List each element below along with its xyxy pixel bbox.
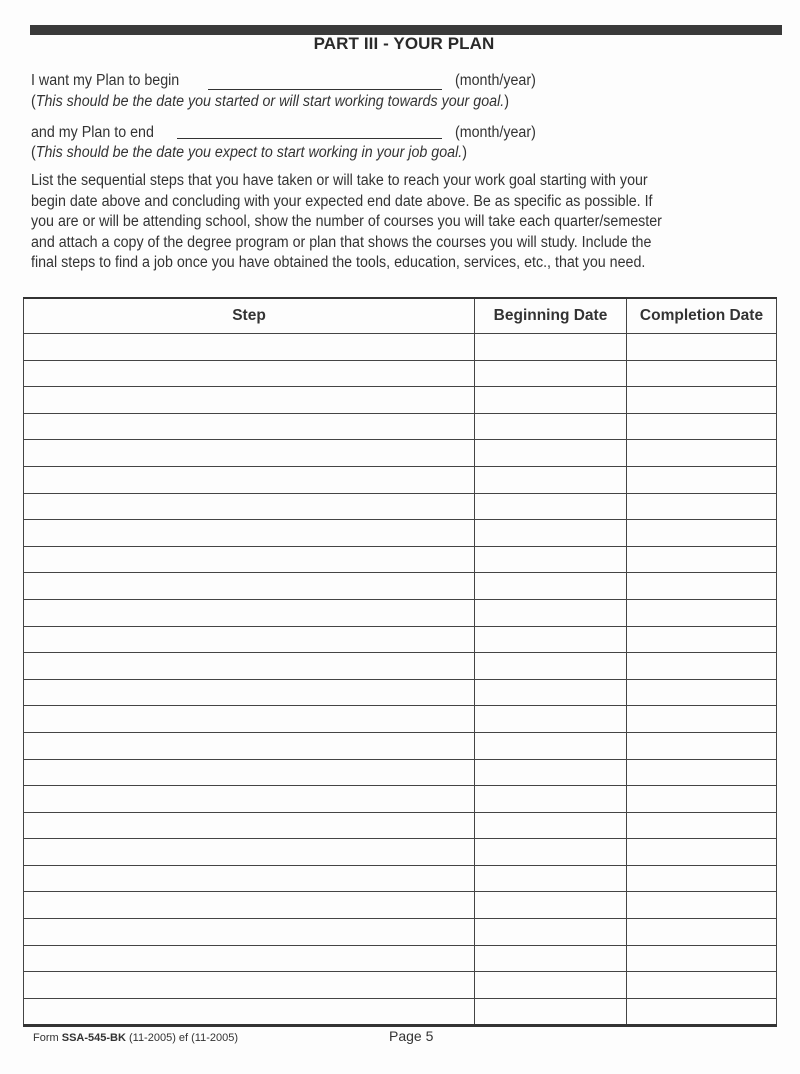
beginning-date-cell[interactable] [475,440,627,467]
beginning-date-cell[interactable] [475,786,627,813]
completion-date-cell[interactable] [627,892,777,919]
table-row [24,334,777,361]
plan-begin-note [31,93,509,111]
step-cell[interactable] [24,360,475,387]
paren-close: ) [504,93,509,110]
beginning-date-cell[interactable] [475,599,627,626]
page-number: Page 5 [389,1028,434,1044]
form-prefix: Form [33,1032,62,1044]
completion-date-cell[interactable] [627,334,777,361]
step-cell[interactable] [24,706,475,733]
plan-end-field[interactable] [177,138,442,139]
completion-date-cell[interactable] [627,440,777,467]
paren-open: ( [31,144,36,161]
instructions-line: begin date above and concluding with your expected end date above. Be as specific as possible. If [31,192,653,210]
plan-end-note-text: This should be the date you expect to start working in your job goal. [35,144,463,161]
table-row [24,706,777,733]
table-header-row [24,298,777,334]
column-header-step: Step [24,298,475,334]
table-row [24,892,777,919]
beginning-date-cell[interactable] [475,466,627,493]
step-cell[interactable] [24,599,475,626]
step-cell[interactable] [24,387,475,414]
plan-begin-unit: (month/year) [455,72,536,89]
completion-date-cell[interactable] [627,387,777,414]
step-cell[interactable] [24,972,475,999]
plan-begin-field[interactable] [208,89,442,90]
step-cell[interactable] [24,440,475,467]
completion-date-cell[interactable] [627,839,777,866]
form-revision: (11-2005) ef (11-2005) [125,1032,239,1044]
step-cell[interactable] [24,626,475,653]
beginning-date-cell[interactable] [475,387,627,414]
completion-date-cell[interactable] [627,573,777,600]
table-row [24,413,777,440]
table-row [24,653,777,680]
completion-date-cell[interactable] [627,413,777,440]
completion-date-cell[interactable] [627,599,777,626]
table-row [24,945,777,972]
completion-date-cell[interactable] [627,812,777,839]
beginning-date-cell[interactable] [475,998,627,1026]
table-row [24,520,777,547]
table-row [24,759,777,786]
table-row [24,812,777,839]
completion-date-cell[interactable] [627,546,777,573]
beginning-date-cell[interactable] [475,919,627,946]
table-row [24,440,777,467]
completion-date-cell[interactable] [627,732,777,759]
table-row [24,387,777,414]
plan-begin-label: I want my Plan to begin [31,72,180,89]
table-row [24,493,777,520]
table-row [24,786,777,813]
step-cell[interactable] [24,546,475,573]
step-cell[interactable] [24,945,475,972]
beginning-date-cell[interactable] [475,679,627,706]
table-row [24,972,777,999]
beginning-date-cell[interactable] [475,413,627,440]
table-row [24,998,777,1026]
beginning-date-cell[interactable] [475,972,627,999]
step-cell[interactable] [24,653,475,680]
beginning-date-cell[interactable] [475,573,627,600]
step-cell[interactable] [24,812,475,839]
table-row [24,732,777,759]
step-cell[interactable] [24,573,475,600]
step-cell[interactable] [24,998,475,1026]
beginning-date-cell[interactable] [475,839,627,866]
form-number: SSA-545-BK [61,1032,126,1044]
table-row [24,466,777,493]
completion-date-cell[interactable] [627,493,777,520]
beginning-date-cell[interactable] [475,520,627,547]
step-cell[interactable] [24,520,475,547]
plan-begin-note-text: This should be the date you started or will start working towards your goal. [35,93,505,110]
beginning-date-cell[interactable] [475,706,627,733]
paren-close: ) [462,144,467,161]
completion-date-cell[interactable] [627,653,777,680]
paren-open: ( [31,93,36,110]
completion-date-cell[interactable] [627,706,777,733]
completion-date-cell[interactable] [627,466,777,493]
completion-date-cell[interactable] [627,679,777,706]
beginning-date-cell[interactable] [475,360,627,387]
step-cell[interactable] [24,679,475,706]
completion-date-cell[interactable] [627,626,777,653]
step-cell[interactable] [24,759,475,786]
instructions-paragraph [31,171,772,274]
completion-date-cell[interactable] [627,759,777,786]
beginning-date-cell[interactable] [475,546,627,573]
table-row [24,919,777,946]
table-row [24,839,777,866]
completion-date-cell[interactable] [627,865,777,892]
column-header-completion-date: Completion Date [627,298,777,334]
table-row [24,626,777,653]
step-cell[interactable] [24,786,475,813]
beginning-date-cell[interactable] [475,653,627,680]
beginning-date-cell[interactable] [475,334,627,361]
completion-date-cell[interactable] [627,945,777,972]
beginning-date-cell[interactable] [475,812,627,839]
table-row [24,546,777,573]
step-cell[interactable] [24,732,475,759]
beginning-date-cell[interactable] [475,865,627,892]
step-cell[interactable] [24,334,475,361]
step-cell[interactable] [24,892,475,919]
form-identifier [33,1032,238,1044]
table-row [24,599,777,626]
step-cell[interactable] [24,919,475,946]
table-row [24,360,777,387]
completion-date-cell[interactable] [627,360,777,387]
beginning-date-cell[interactable] [475,759,627,786]
completion-date-cell[interactable] [627,972,777,999]
beginning-date-cell[interactable] [475,493,627,520]
beginning-date-cell[interactable] [475,732,627,759]
plan-end-note [31,144,467,162]
table-row [24,573,777,600]
plan-end-unit: (month/year) [455,124,536,141]
table-row [24,865,777,892]
plan-end-label: and my Plan to end [31,124,154,141]
completion-date-cell[interactable] [627,998,777,1026]
beginning-date-cell[interactable] [475,945,627,972]
step-cell[interactable] [24,413,475,440]
beginning-date-cell[interactable] [475,892,627,919]
beginning-date-cell[interactable] [475,626,627,653]
step-cell[interactable] [24,466,475,493]
completion-date-cell[interactable] [627,786,777,813]
step-cell[interactable] [24,839,475,866]
table-body [24,334,777,1026]
instructions-line: you are or will be attending school, show the number of courses you will take each quarter/semester [31,213,662,230]
completion-date-cell[interactable] [627,919,777,946]
plan-steps-table [23,297,777,1027]
step-cell[interactable] [24,865,475,892]
step-cell[interactable] [24,493,475,520]
column-header-beginning-date: Beginning Date [475,298,627,334]
instructions-line: List the sequential steps that you have taken or will take to reach your work goal starting with your [31,172,648,189]
table-row [24,679,777,706]
instructions-line: and attach a copy of the degree program or plan that shows the courses you will study. Include the [31,233,652,251]
instructions-line: final steps to find a job once you have obtained the tools, education, services, etc., that you need. [31,254,646,271]
completion-date-cell[interactable] [627,520,777,547]
page-title: PART III - YOUR PLAN [313,34,495,53]
